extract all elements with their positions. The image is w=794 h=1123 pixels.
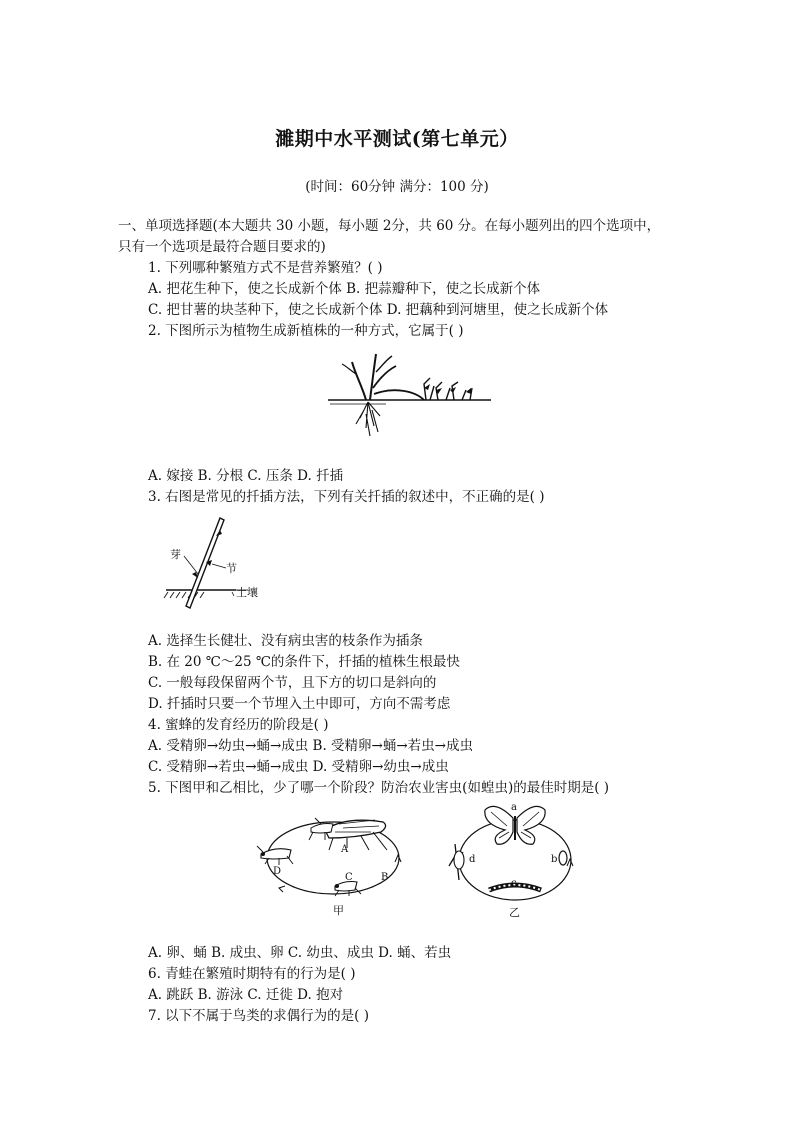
jia-caption: 甲 [333, 904, 344, 917]
jia-label-a: A [341, 844, 349, 855]
q3-label-soil: 土壤 [236, 586, 258, 599]
q3-label-bud: 芽 [170, 548, 181, 561]
yi-label-d: d [469, 854, 476, 865]
section-instruction-line1: 一、单项选择题(本大题共 30 小题，每小题 2分，共 60 分。在每小题列出的四个选项中， [118, 218, 661, 234]
page-title: 濉期中水平测试(第七单元） [275, 128, 519, 150]
q1-options-line1: A. 把花生种下，使之长成新个体 B. 把蒜瓣种下，使之长成新个体 [148, 281, 541, 297]
q3-option-d: D. 扦插时只要一个节埋入土中即可，方向不需考虑 [148, 696, 451, 712]
q5-stem: 5. 下图甲和乙相比，少了哪一个阶段？防治农业害虫(如蝗虫)的最佳时期是( ) [148, 780, 610, 796]
q7-stem: 7. 以下不属于鸟类的求偶行为的是( ) [148, 1008, 369, 1024]
jia-label-d: D [273, 866, 282, 877]
jia-label-c: C [345, 872, 353, 883]
q4-stem: 4. 蜜蜂的发育经历的阶段是( ) [148, 717, 329, 733]
q6-options: A. 跳跃 B. 游泳 C. 迁徙 D. 抱对 [148, 987, 344, 1003]
section-instruction-line2: 只有一个选项是最符合题目要求的) [118, 239, 326, 255]
exam-info: (时间：60分钟 满分：100 分) [305, 179, 489, 195]
q4-options-line2: C. 受精卵→若虫→蛹→成虫 D. 受精卵→幼虫→成虫 [148, 759, 449, 775]
q2-stem: 2. 下图所示为植物生成新植株的一种方式，它属于( ) [148, 323, 464, 339]
q5-options: A. 卵、蛹 B. 成虫、卵 C. 幼虫、成虫 D. 蛹、若虫 [148, 945, 452, 961]
q2-options: A. 嫁接 B. 分根 C. 压条 D. 扦插 [148, 468, 344, 484]
q5-figure-jia [255, 810, 405, 920]
yi-label-a: a [511, 802, 517, 813]
q5-figure-yi [445, 800, 585, 922]
q3-option-c: C. 一般每段保留两个节，且下方的切口是斜向的 [148, 675, 437, 691]
yi-caption: 乙 [509, 906, 520, 919]
yi-label-b: b [551, 854, 558, 865]
q1-stem: 1. 下列哪种繁殖方式不是营养繁殖？( ) [148, 260, 383, 276]
q3-stem: 3. 右图是常见的扦插方法，下列有关扦插的叙述中，不正确的是( ) [148, 489, 545, 505]
q2-figure-layering [326, 348, 496, 443]
yi-label-c: c [511, 878, 517, 889]
q4-options-line1: A. 受精卵→幼虫→蛹→成虫 B. 受精卵→蛹→若虫→成虫 [148, 738, 473, 754]
q3-option-a: A. 选择生长健壮、没有病虫害的枝条作为插条 [148, 633, 423, 649]
q6-stem: 6. 青蛙在繁殖时期特有的行为是( ) [148, 966, 356, 982]
q3-label-node: 节 [226, 562, 237, 575]
q1-options-line2: C. 把甘薯的块茎种下，使之长成新个体 D. 把藕种到河塘里，使之长成新个体 [148, 302, 609, 318]
q3-option-b: B. 在 20 ℃～25 ℃的条件下，扦插的植株生根最快 [148, 654, 460, 670]
jia-label-b: B [381, 872, 389, 883]
q3-figure-cutting [160, 512, 280, 622]
